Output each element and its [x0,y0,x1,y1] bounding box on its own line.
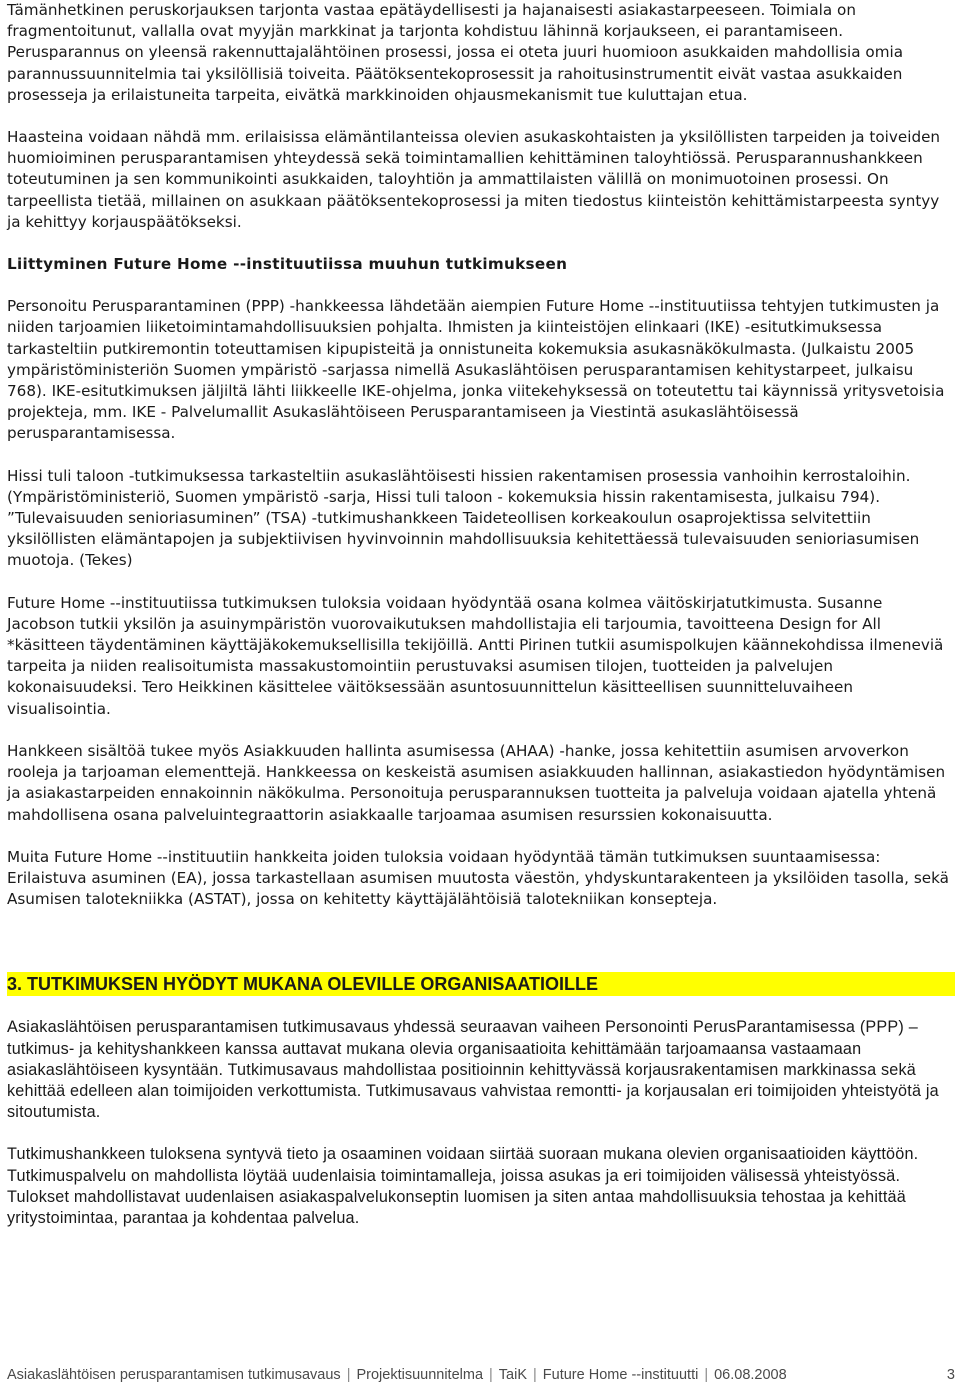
paragraph-benefits-results: Tutkimushankkeen tuloksena syntyvä tieto ja osaaminen voidaan siirtää suoraan mukana olevien organisaatioiden käyttöön. Tutkimuspalvelu on mahdollista löytää uudenlaisia toimintamalleja, joissa asukas ja eri toimijoiden välisessä yhteistyössä. Tulokset mahdollistavat uudenlaisen asiakaspalvelukonseptin luomisen ja siten antaa mahdollisuuksia tehostaa ja kehittää yritystoimintaa, parantaa ja kohdentaa palvelua. [7,1145,919,1227]
heading-related-research: Liittyminen Future Home --instituutiissa muuhun tutkimukseen [7,255,568,274]
paragraph-other-projects: Muita Future Home --instituutiin hankkeita joiden tuloksia voidaan hyödyntää tämän tutkimuksen suuntaamisessa: Erilaistuva asuminen (EA), jossa tarkastellaan asumisen muutosta väestön, yhdyskuntarakenteen ja yksilöiden tasolla, sekä Asumisen talotekniikka (ASTAT), jossa on kehitetty käyttäjälähtöisiä talotekniikan konsepteja. [7,847,949,909]
footer-date: 06.08.2008 [714,1367,787,1383]
footer-title: Asiakaslähtöisen perusparantamisen tutkimusavaus [7,1367,341,1383]
footer-doc-type: Projektisuunnitelma [356,1367,484,1383]
section-heading-benefits: 3. TUTKIMUKSEN HYÖDYT MUKANA OLEVILLE ORGANISAATIOILLE [7,972,955,996]
document-page [7,0,955,1229]
paragraph-challenges: Haasteina voidaan nähdä mm. erilaisissa elämäntilanteissa olevien asukaskohtaisten ja yksilöllisten tarpeiden ja toiveiden huomioiminen perusparantamisen yhteydessä sekä toimintamallien kehittäminen taloyhtiössä. Perusparannushankkeen toteutuminen ja sen kommunikointi asukkaiden, taloyhtiön ja ammattilaisten välillä on monimuotoinen prosessi. On tarpeellista tietää, millainen on asukkaan päätöksentekoprosessi ja miten tiedostus kiinteistön kehittämistarpeesta syntyy ja kehittyy korjauspäätökseksi. [7,128,941,231]
footer-institute: Future Home --instituutti [542,1367,699,1383]
paragraph-dissertations: Future Home --instituutiissa tutkimuksen tuloksia voidaan hyödyntää osana kolmea väitöskirjatutkimusta. Susanne Jacobson tutkii yksilön ja asuinympäristön vuorovaikutuksen mahdollistajia eli tarjoumia, tavoitteena Design for All *käsitteen täydentäminen käyttäjäkokemuksellisilla tekijöillä. Antti Pirinen tutkii asumispolkujen käännekohdissa ilmeneviä tarpeita ja niiden realisoitumista massakustomointiin perustuvaksi asumisen tilojen, tuotteiden ja palvelujen kokonaisuudeksi. Tero Heikkinen käsittelee väitöksessään asuntosuunnittelun käsitteellisen suunnitteluvaiheen visualisointia. [7,593,944,718]
page-footer [7,1366,955,1384]
paragraph-current-offering: Tämänhetkinen peruskorjauksen tarjonta vastaa epätäydellisesti ja hajanaisesti asiakastarpeeseen. Toimiala on fragmentoitunut, vallalla ovat myyjän markkinat ja tarjonta kohdistuu lähinnä korjaukseen, ei parantamiseen. Perusparannus on yleensä rakennuttajalähtöinen prosessi, jossa ei oteta juuri huomioon asukkaiden mahdollisia omia parannussuunnitelmia tai yksilöllisiä toiveita. Päätöksentekoprosessit ja rahoitusinstrumentit eivät vastaa asukkaiden prosesseja ja erilaistuneita tarpeita, eivätkä markkinoiden ohjausmekanismit tue kuluttajan etua. [7,1,904,104]
footer-info: Asiakaslähtöisen perusparantamisen tutkimusavaus | Projektisuunnitelma | TaiK | Future Home --instituutti | 06.08.2008 [7,1367,787,1383]
page-number: 3 [946,1367,955,1383]
paragraph-elevator-study: Hissi tuli taloon -tutkimuksessa tarkasteltiin asukaslähtöisesti hissien rakentamisen prosessia vanhoihin kerrostaloihin. (Ympäristöministeriö, Suomen ympäristö -sarja, Hissi tuli taloon - kokemuksia hissin rakentamisesta, julkaisu 794). ”Tulevaisuuden senioriasuminen” (TSA) -tutkimushankkeen Taideteollisen korkeakoulun osaprojektissa selvitettiin yksilöllisten elämäntapojen ja subjektiivisen hyvinvoinnin mahdollisuuksia kehitettäessä tulevaisuuden senioriasumisen muotoja. (Tekes) [7,466,920,570]
paragraph-benefits-intro: Asiakaslähtöisen perusparantamisen tutkimusavaus yhdessä seuraavan vaiheen Personointi PerusParantamisessa (PPP) –tutkimus- ja kehityshankkeen kanssa auttavat mukana olevia organisaatioita kehittämään tarjoamaansa vastaamaan asiakaslähtöiseen kysyntään. Tutkimusavaus mahdollistaa positioinnin kehittyvässä korjausrakentamisen markkinassa sekä kehittää edelleen alan toimijoiden verkottumista. Tutkimusavaus vahvistaa remontti- ja korjausalan eri toimijoiden yhteistyötä ja sitoutumista. [7,1018,939,1122]
footer-org: TaiK [498,1367,528,1383]
paragraph-ahaa-project: Hankkeen sisältöä tukee myös Asiakkuuden hallinta asumisessa (AHAA) -hanke, jossa kehitettiin asumisen arvoverkon rooleja ja tarjoaman elementtejä. Hankkeessa on keskeistä asumisen asiakkuuden hallinnan, asiakastiedon hyödyntämisen ja asiakastarpeiden ennakoinnin näkökulma. Personoituja perusparannuksen tuotteita ja palveluja voidaan ajatella yhtenä mahdollisena osana palveluintegraattorin asiakkaalle tarjoamaa asumisen resurssien kokonaisuutta. [7,741,946,824]
paragraph-ppp-background: Personoitu Perusparantaminen (PPP) -hankkeessa lähdetään aiempien Future Home --instituutiissa tehtyjen tutkimusten ja niiden tarjoamien liiketoimintamahdollisuuksien pohjalta. Ihmisten ja kiinteistöjen elinkaari (IKE) -esitutkimuksessa tarkasteltiin putkiremontin toteuttamisen kipupisteitä ja onnistuneita kokemuksia asukasnäkökulmasta. (Julkaistu 2005 ympäristöministeriön Suomen ympäristö -sarjassa nimellä Asukaslähtöisen perusparantamisen kehitystarpeet, julkaisu 768). IKE-esitutkimuksen jäljiltä lähti liikkeelle IKE-ohjelma, jonka viitekehyksessä on toteutettu tai käynnissä yritysvetoisia projekteja, mm. IKE - Palvelumallit Asukaslähtöiseen Perusparantamiseen ja Viestintä asukaslähtöisessä perusparantamisessa. [7,297,945,443]
